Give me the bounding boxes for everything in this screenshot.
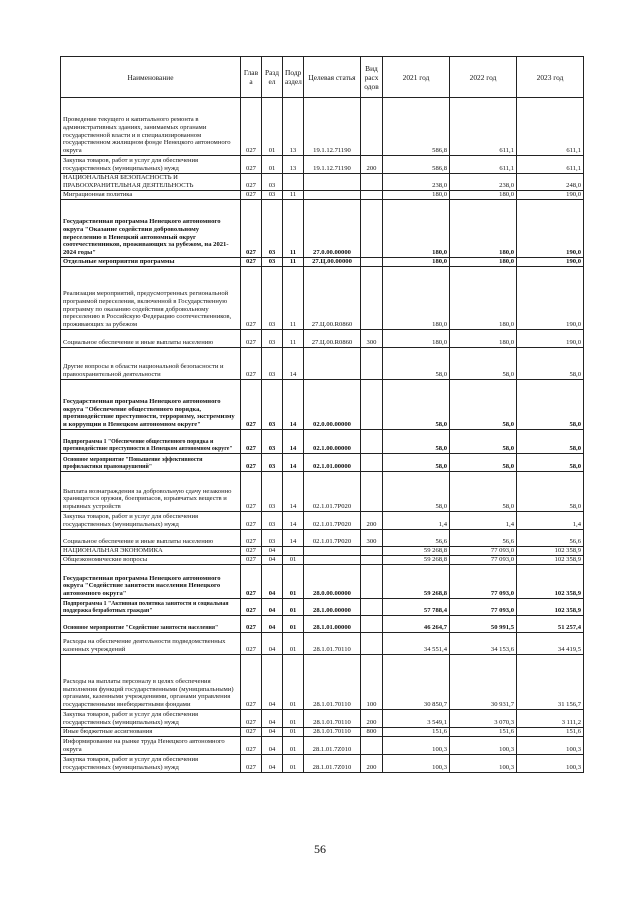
- cell-2023: 190,0: [517, 267, 584, 330]
- cell-podrazdel: 14: [283, 454, 304, 472]
- cell-2022: 50 991,5: [450, 616, 517, 633]
- table-row: [61, 98, 584, 156]
- cell-2022: 77 093,0: [450, 565, 517, 599]
- cell-2021: 238,0: [383, 174, 450, 191]
- cell-statya: 28.1.01.70110: [304, 710, 361, 728]
- cell-statya: 02.1.01.00000: [304, 454, 361, 472]
- cell-razdel: 04: [262, 755, 283, 773]
- cell-2023: 3 111,2: [517, 710, 584, 728]
- cell-2022: 180,0: [450, 200, 517, 258]
- cell-vid: [361, 191, 383, 200]
- cell-statya: [304, 547, 361, 556]
- table-row: [61, 512, 584, 530]
- cell-glava: 027: [241, 472, 262, 512]
- cell-podrazdel: 14: [283, 530, 304, 547]
- cell-2023: 248,0: [517, 174, 584, 191]
- cell-razdel: 03: [262, 454, 283, 472]
- cell-razdel: 03: [262, 430, 283, 454]
- cell-name: Иные бюджетные ассигнования: [61, 728, 241, 737]
- cell-razdel: 03: [262, 174, 283, 191]
- cell-2023: 190,0: [517, 200, 584, 258]
- cell-statya: [304, 556, 361, 565]
- cell-glava: 027: [241, 599, 262, 616]
- cell-glava: 027: [241, 348, 262, 380]
- cell-podrazdel: 11: [283, 191, 304, 200]
- cell-name: Общеэкономические вопросы: [61, 556, 241, 565]
- cell-glava: 027: [241, 556, 262, 565]
- cell-podrazdel: 01: [283, 710, 304, 728]
- table-row: [61, 472, 584, 512]
- cell-name: Государственная программа Ненецкого автономного округа "Обеспечение общественного порядка, противодействие преступности, терроризму, экстремизму и коррупции в Ненецком автономном округе": [61, 380, 241, 430]
- cell-2022: 1,4: [450, 512, 517, 530]
- cell-2021: 59 268,8: [383, 547, 450, 556]
- cell-2021: 57 788,4: [383, 599, 450, 616]
- cell-name: Подпрограмма 1 "Обеспечение общественного порядка и противодействие преступности в Ненецком автономном округе": [61, 430, 241, 454]
- cell-name: Расходы на выплаты персоналу в целях обеспечения выполнения функций государственными (муниципальными) органами, казенными учреждениями, органами управления государственными внебюджетными фондами: [61, 655, 241, 710]
- cell-statya: 02.1.00.00000: [304, 430, 361, 454]
- cell-razdel: 04: [262, 710, 283, 728]
- table-row: [61, 755, 584, 773]
- cell-podrazdel: 01: [283, 565, 304, 599]
- table-row: [61, 547, 584, 556]
- cell-glava: 027: [241, 616, 262, 633]
- cell-vid: [361, 430, 383, 454]
- cell-2021: 30 850,7: [383, 655, 450, 710]
- cell-name: Подпрограмма 1 "Активная политика занятости и социальная поддержка безработных граждан": [61, 599, 241, 616]
- cell-vid: [361, 737, 383, 755]
- cell-vid: [361, 599, 383, 616]
- cell-razdel: 03: [262, 348, 283, 380]
- cell-vid: [361, 472, 383, 512]
- cell-glava: 027: [241, 565, 262, 599]
- table-header-row: [61, 57, 584, 98]
- cell-glava: 027: [241, 655, 262, 710]
- column-header-podrazdel: Подр аздел: [283, 57, 304, 98]
- cell-vid: [361, 267, 383, 330]
- cell-2021: 180,0: [383, 191, 450, 200]
- cell-podrazdel: 01: [283, 599, 304, 616]
- cell-2022: 3 070,3: [450, 710, 517, 728]
- page-number: 56: [314, 842, 326, 856]
- cell-podrazdel: 13: [283, 98, 304, 156]
- cell-2022: 58,0: [450, 454, 517, 472]
- cell-razdel: 04: [262, 547, 283, 556]
- cell-2022: 58,0: [450, 472, 517, 512]
- cell-2023: 56,6: [517, 530, 584, 547]
- cell-glava: 027: [241, 512, 262, 530]
- cell-name: Проведение текущего и капитального ремонта в административных зданиях, занимаемых органами государственной власти и в специализированном государственном жилищном фонде Ненецкого автономного округа: [61, 98, 241, 156]
- cell-razdel: 03: [262, 258, 283, 267]
- cell-vid: [361, 174, 383, 191]
- cell-razdel: 03: [262, 512, 283, 530]
- cell-2023: 58,0: [517, 380, 584, 430]
- cell-name: Реализация мероприятий, предусмотренных региональной программой переселения, включенной в Государственную программу по оказанию содействия добровольному переселению в Российскую Федерацию соотечественников, проживающих за рубежом: [61, 267, 241, 330]
- cell-razdel: 04: [262, 565, 283, 599]
- cell-2021: 58,0: [383, 430, 450, 454]
- column-header-razdel: Разд ел: [262, 57, 283, 98]
- cell-2022: 58,0: [450, 430, 517, 454]
- column-header-statya: Целевая статья: [304, 57, 361, 98]
- cell-name: Выплата вознаграждения за добровольную сдачу незаконно хранящегося оружия, боеприпасов, взрывчатых веществ и взрывных устройств: [61, 472, 241, 512]
- cell-glava: 027: [241, 755, 262, 773]
- cell-2021: 56,6: [383, 530, 450, 547]
- cell-2022: 100,3: [450, 737, 517, 755]
- cell-2021: 59 268,8: [383, 565, 450, 599]
- cell-podrazdel: 11: [283, 258, 304, 267]
- cell-statya: 28.1.01.70110: [304, 633, 361, 655]
- cell-podrazdel: 13: [283, 156, 304, 174]
- cell-podrazdel: 14: [283, 512, 304, 530]
- cell-vid: [361, 258, 383, 267]
- cell-2022: 238,0: [450, 174, 517, 191]
- cell-podrazdel: 01: [283, 616, 304, 633]
- cell-glava: 027: [241, 454, 262, 472]
- cell-2022: 77 093,0: [450, 547, 517, 556]
- cell-razdel: 03: [262, 200, 283, 258]
- column-header-name: Наименование: [61, 57, 241, 98]
- cell-2022: 58,0: [450, 380, 517, 430]
- cell-2021: 58,0: [383, 380, 450, 430]
- cell-2023: 58,0: [517, 348, 584, 380]
- cell-2023: 34 419,5: [517, 633, 584, 655]
- cell-2021: 180,0: [383, 258, 450, 267]
- cell-2022: 34 153,6: [450, 633, 517, 655]
- table-row: [61, 556, 584, 565]
- cell-statya: 02.1.01.7Р020: [304, 530, 361, 547]
- cell-2023: 31 156,7: [517, 655, 584, 710]
- cell-razdel: 04: [262, 737, 283, 755]
- cell-2023: 1,4: [517, 512, 584, 530]
- cell-podrazdel: 01: [283, 737, 304, 755]
- cell-2023: 102 358,9: [517, 565, 584, 599]
- cell-podrazdel: 14: [283, 472, 304, 512]
- table-row: [61, 710, 584, 728]
- cell-vid: [361, 565, 383, 599]
- column-header-vid: Вид расх одов: [361, 57, 383, 98]
- cell-2022: 151,6: [450, 728, 517, 737]
- cell-2022: 611,1: [450, 98, 517, 156]
- cell-glava: 027: [241, 710, 262, 728]
- cell-glava: 027: [241, 200, 262, 258]
- table-row: [61, 348, 584, 380]
- cell-name: Расходы на обеспечение деятельности подведомственных казенных учреждений: [61, 633, 241, 655]
- cell-name: Основное мероприятие "Содействие занятости населения": [61, 616, 241, 633]
- cell-2022: 56,6: [450, 530, 517, 547]
- cell-2023: 190,0: [517, 330, 584, 348]
- cell-2023: 611,1: [517, 156, 584, 174]
- cell-name: Отдельные мероприятия программы: [61, 258, 241, 267]
- column-header-2021: 2021 год: [383, 57, 450, 98]
- cell-2023: 151,6: [517, 728, 584, 737]
- cell-2022: 180,0: [450, 330, 517, 348]
- budget-table: [60, 56, 584, 773]
- cell-glava: 027: [241, 98, 262, 156]
- cell-2021: 100,3: [383, 737, 450, 755]
- table-row: [61, 430, 584, 454]
- cell-razdel: 03: [262, 530, 283, 547]
- table-row: [61, 616, 584, 633]
- cell-name: Основное мероприятие "Повышение эффективности профилактики правонарушений": [61, 454, 241, 472]
- table-row: [61, 330, 584, 348]
- cell-podrazdel: 14: [283, 430, 304, 454]
- cell-name: Социальное обеспечение и иные выплаты населению: [61, 330, 241, 348]
- table-row: [61, 737, 584, 755]
- cell-2022: 30 931,7: [450, 655, 517, 710]
- cell-glava: 027: [241, 258, 262, 267]
- cell-2023: 190,0: [517, 258, 584, 267]
- cell-statya: [304, 348, 361, 380]
- cell-statya: 28.1.01.70110: [304, 728, 361, 737]
- cell-glava: 027: [241, 174, 262, 191]
- cell-2023: 51 257,4: [517, 616, 584, 633]
- cell-vid: 100: [361, 655, 383, 710]
- cell-podrazdel: 01: [283, 728, 304, 737]
- cell-vid: [361, 454, 383, 472]
- cell-statya: 28.1.00.00000: [304, 599, 361, 616]
- cell-glava: 027: [241, 191, 262, 200]
- cell-2021: 151,6: [383, 728, 450, 737]
- cell-razdel: 03: [262, 330, 283, 348]
- cell-statya: 28.1.01.00000: [304, 616, 361, 633]
- table-row: [61, 655, 584, 710]
- column-header-2022: 2022 год: [450, 57, 517, 98]
- cell-glava: 027: [241, 156, 262, 174]
- cell-2022: 58,0: [450, 348, 517, 380]
- cell-2023: 102 358,9: [517, 547, 584, 556]
- cell-razdel: 04: [262, 728, 283, 737]
- table-row: [61, 191, 584, 200]
- cell-podrazdel: [283, 547, 304, 556]
- cell-statya: 02.1.01.7Р020: [304, 472, 361, 512]
- cell-statya: 27.Ц.00.00000: [304, 258, 361, 267]
- cell-vid: [361, 556, 383, 565]
- cell-vid: 300: [361, 330, 383, 348]
- cell-2021: 46 264,7: [383, 616, 450, 633]
- table-row: [61, 599, 584, 616]
- table-row: [61, 258, 584, 267]
- column-header-2023: 2023 год: [517, 57, 584, 98]
- cell-2023: 100,3: [517, 755, 584, 773]
- cell-2023: 100,3: [517, 737, 584, 755]
- cell-2022: 77 093,0: [450, 556, 517, 565]
- cell-2023: 190,0: [517, 191, 584, 200]
- cell-glava: 027: [241, 737, 262, 755]
- cell-vid: [361, 616, 383, 633]
- cell-glava: 027: [241, 430, 262, 454]
- cell-2021: 58,0: [383, 472, 450, 512]
- cell-vid: [361, 98, 383, 156]
- table-row: [61, 454, 584, 472]
- cell-podrazdel: 11: [283, 267, 304, 330]
- cell-razdel: 03: [262, 380, 283, 430]
- cell-2023: 102 358,9: [517, 599, 584, 616]
- cell-razdel: 04: [262, 616, 283, 633]
- table-row: [61, 156, 584, 174]
- cell-glava: 027: [241, 728, 262, 737]
- cell-vid: 300: [361, 530, 383, 547]
- cell-glava: 027: [241, 267, 262, 330]
- cell-vid: [361, 633, 383, 655]
- cell-name: Информирование на рынке труда Ненецкого автономного округа: [61, 737, 241, 755]
- cell-name: Миграционная политика: [61, 191, 241, 200]
- cell-glava: 027: [241, 380, 262, 430]
- cell-2022: 180,0: [450, 258, 517, 267]
- cell-statya: 27.0.00.00000: [304, 200, 361, 258]
- cell-podrazdel: 01: [283, 755, 304, 773]
- cell-statya: 28.1.01.7Z010: [304, 755, 361, 773]
- table-row: [61, 174, 584, 191]
- cell-statya: 27.Ц.00.R0860: [304, 267, 361, 330]
- cell-vid: 200: [361, 710, 383, 728]
- cell-name: Государственная программа Ненецкого автономного округа "Оказание содействия добровольному переселению в Ненецкий автономный округ соотечественников, проживающих за рубежом, на 2021-2024 годы": [61, 200, 241, 258]
- cell-name: НАЦИОНАЛЬНАЯ БЕЗОПАСНОСТЬ И ПРАВООХРАНИТЕЛЬНАЯ ДЕЯТЕЛЬНОСТЬ: [61, 174, 241, 191]
- cell-name: Закупка товаров, работ и услуг для обеспечения государственных (муниципальных) нужд: [61, 755, 241, 773]
- cell-statya: 27.Ц.00.R0860: [304, 330, 361, 348]
- cell-razdel: 03: [262, 472, 283, 512]
- table-row: [61, 633, 584, 655]
- cell-2021: 59 268,8: [383, 556, 450, 565]
- cell-podrazdel: 14: [283, 380, 304, 430]
- cell-statya: 02.1.01.7Р020: [304, 512, 361, 530]
- cell-vid: [361, 348, 383, 380]
- cell-razdel: 04: [262, 633, 283, 655]
- cell-podrazdel: 01: [283, 655, 304, 710]
- cell-2022: 611,1: [450, 156, 517, 174]
- cell-2023: 611,1: [517, 98, 584, 156]
- cell-statya: 19.1.12.71190: [304, 156, 361, 174]
- cell-2021: 58,0: [383, 348, 450, 380]
- cell-name: Государственная программа Ненецкого автономного округа "Содействие занятости населения Ненецкого автономного округа": [61, 565, 241, 599]
- cell-podrazdel: [283, 174, 304, 191]
- cell-podrazdel: 14: [283, 348, 304, 380]
- cell-vid: 200: [361, 156, 383, 174]
- table-row: [61, 267, 584, 330]
- cell-podrazdel: 01: [283, 556, 304, 565]
- cell-2023: 58,0: [517, 472, 584, 512]
- cell-razdel: 01: [262, 156, 283, 174]
- cell-2021: 180,0: [383, 200, 450, 258]
- cell-2021: 180,0: [383, 267, 450, 330]
- cell-razdel: 04: [262, 655, 283, 710]
- cell-2021: 586,8: [383, 156, 450, 174]
- cell-2022: 180,0: [450, 267, 517, 330]
- cell-2023: 58,0: [517, 454, 584, 472]
- cell-2021: 586,8: [383, 98, 450, 156]
- cell-name: Закупка товаров, работ и услуг для обеспечения государственных (муниципальных) нужд: [61, 710, 241, 728]
- cell-vid: [361, 547, 383, 556]
- cell-name: Другие вопросы в области национальной безопасности и правоохранительной деятельности: [61, 348, 241, 380]
- cell-vid: [361, 200, 383, 258]
- cell-2021: 3 549,1: [383, 710, 450, 728]
- cell-2023: 58,0: [517, 430, 584, 454]
- table-row: [61, 530, 584, 547]
- cell-podrazdel: 11: [283, 330, 304, 348]
- cell-vid: [361, 380, 383, 430]
- cell-razdel: 04: [262, 556, 283, 565]
- cell-2021: 180,0: [383, 330, 450, 348]
- cell-name: НАЦИОНАЛЬНАЯ ЭКОНОМИКА: [61, 547, 241, 556]
- cell-glava: 027: [241, 633, 262, 655]
- cell-2021: 34 551,4: [383, 633, 450, 655]
- cell-2022: 100,3: [450, 755, 517, 773]
- cell-razdel: 01: [262, 98, 283, 156]
- cell-statya: 02.0.00.00000: [304, 380, 361, 430]
- cell-name: Закупка товаров, работ и услуг для обеспечения государственных (муниципальных) нужд: [61, 512, 241, 530]
- cell-razdel: 03: [262, 191, 283, 200]
- cell-vid: 200: [361, 512, 383, 530]
- cell-statya: 19.1.12.71190: [304, 98, 361, 156]
- cell-statya: 28.0.00.00000: [304, 565, 361, 599]
- cell-2021: 58,0: [383, 454, 450, 472]
- cell-glava: 027: [241, 547, 262, 556]
- cell-2022: 77 093,0: [450, 599, 517, 616]
- cell-glava: 027: [241, 530, 262, 547]
- cell-2021: 100,3: [383, 755, 450, 773]
- table-row: [61, 565, 584, 599]
- cell-2021: 1,4: [383, 512, 450, 530]
- cell-statya: [304, 191, 361, 200]
- cell-2023: 102 358,9: [517, 556, 584, 565]
- cell-podrazdel: 01: [283, 633, 304, 655]
- cell-2022: 180,0: [450, 191, 517, 200]
- cell-razdel: 03: [262, 267, 283, 330]
- table-row: [61, 380, 584, 430]
- cell-glava: 027: [241, 330, 262, 348]
- cell-vid: 200: [361, 755, 383, 773]
- cell-podrazdel: 11: [283, 200, 304, 258]
- cell-statya: [304, 174, 361, 191]
- table-row: [61, 200, 584, 258]
- cell-name: Социальное обеспечение и иные выплаты населению: [61, 530, 241, 547]
- cell-statya: 28.1.01.70110: [304, 655, 361, 710]
- table-body: [61, 98, 584, 773]
- cell-razdel: 04: [262, 599, 283, 616]
- cell-statya: 28.1.01.7Z010: [304, 737, 361, 755]
- cell-vid: 800: [361, 728, 383, 737]
- table-row: [61, 728, 584, 737]
- cell-name: Закупка товаров, работ и услуг для обеспечения государственных (муниципальных) нужд: [61, 156, 241, 174]
- column-header-glava: Глав а: [241, 57, 262, 98]
